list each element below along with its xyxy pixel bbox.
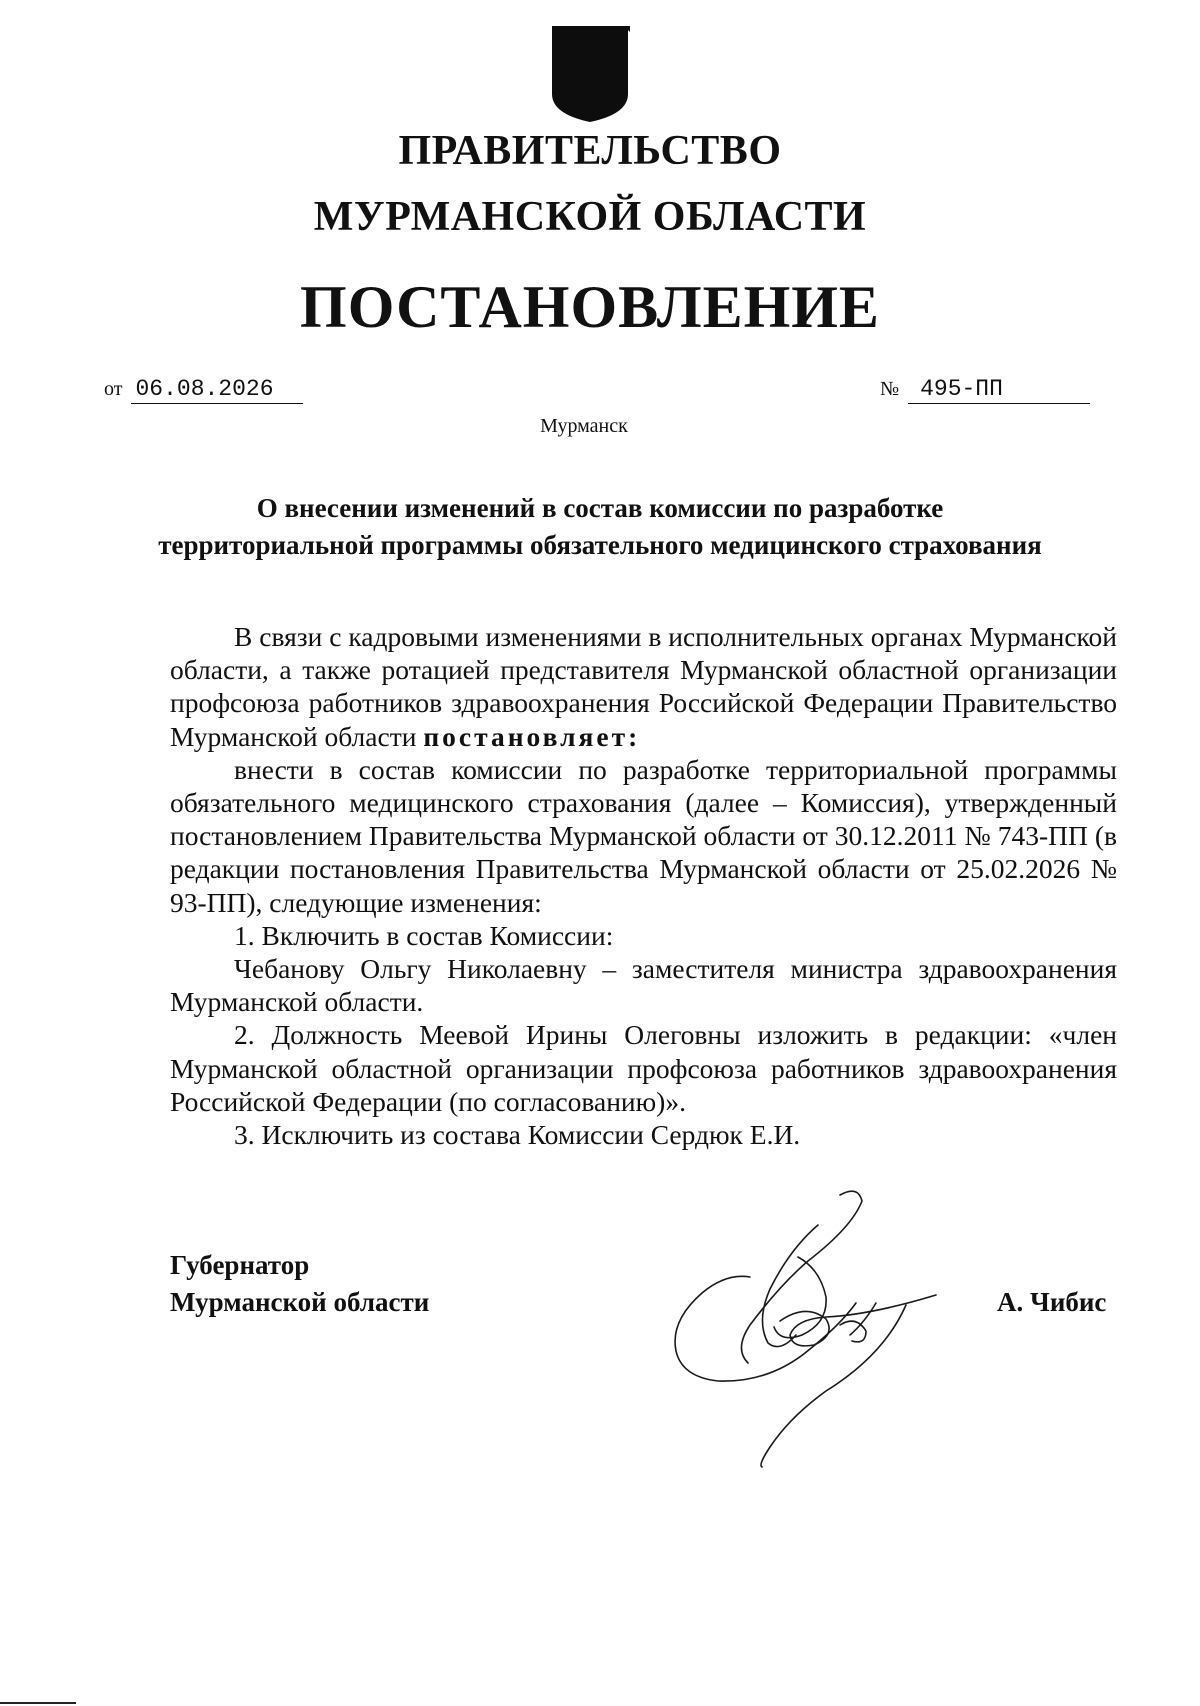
handwritten-signature-icon <box>630 1185 950 1475</box>
city: Мурманск <box>540 415 628 437</box>
decree-word: постановляет: <box>423 720 641 752</box>
number-prefix: № <box>880 378 900 400</box>
organization-name-line-1: ПРАВИТЕЛЬСТВО <box>398 128 782 174</box>
scan-edge-mark <box>0 1702 76 1704</box>
signer-title-line-2: Мурманской области <box>170 1287 430 1317</box>
intro-paragraph: внести в состав комиссии по разработке территориальной программы обязательного медицинского страхования (далее – Комиссия), утвержденный постановлением Правительства Мурманской области от 30.12.2011 № 743-ПП (в редакции постановления Правительства Мурманской области от 25.02.2026 № 93-ПП), следующие изменения: <box>170 753 1117 918</box>
number-row <box>880 375 1090 404</box>
organization-name-line-2: МУРМАНСКОЙ ОБЛАСТИ <box>313 194 867 240</box>
document-number: 495-ПП <box>908 375 1090 404</box>
signer-title <box>170 1247 429 1321</box>
signer-name: А. Чибис <box>997 1287 1107 1317</box>
subject-line-2: территориальной программы обязательного медицинского страхования <box>158 530 1042 560</box>
preamble-paragraph <box>170 620 1117 753</box>
document-date: 06.08.2026 <box>131 375 303 404</box>
document-body <box>170 620 1117 1151</box>
item-1: 1. Включить в состав Комиссии: <box>234 919 614 951</box>
date-row <box>104 375 303 404</box>
document-type: ПОСТАНОВЛЕНИЕ <box>300 274 880 340</box>
item-2: 2. Должность Меевой Ирины Олеговны изложить в редакции: «член Мурманской областной организации профсоюза работников здравоохранения Российской Федерации (по согласованию)». <box>170 1019 1117 1117</box>
signer-title-line-1: Губернатор <box>170 1250 310 1280</box>
document-subject <box>100 490 1100 564</box>
subject-line-1: О внесении изменений в состав комиссии по разработке <box>256 493 944 523</box>
preamble-text: В связи с кадровыми изменениями в исполнительных органах Мурманской области, а также ротацией представителя Мурманской областной организации профсоюза работников здравоохранения Российской Федерации Правительство Мурманской области <box>170 621 1117 752</box>
item-3: 3. Исключить из состава Комиссии Сердюк Е.И. <box>234 1119 801 1151</box>
coat-of-arms-icon <box>550 26 630 122</box>
date-prefix: от <box>104 378 123 400</box>
item-1-detail: Чебанову Ольгу Николаевну – заместителя министра здравоохранения Мурманской области. <box>170 953 1117 1018</box>
